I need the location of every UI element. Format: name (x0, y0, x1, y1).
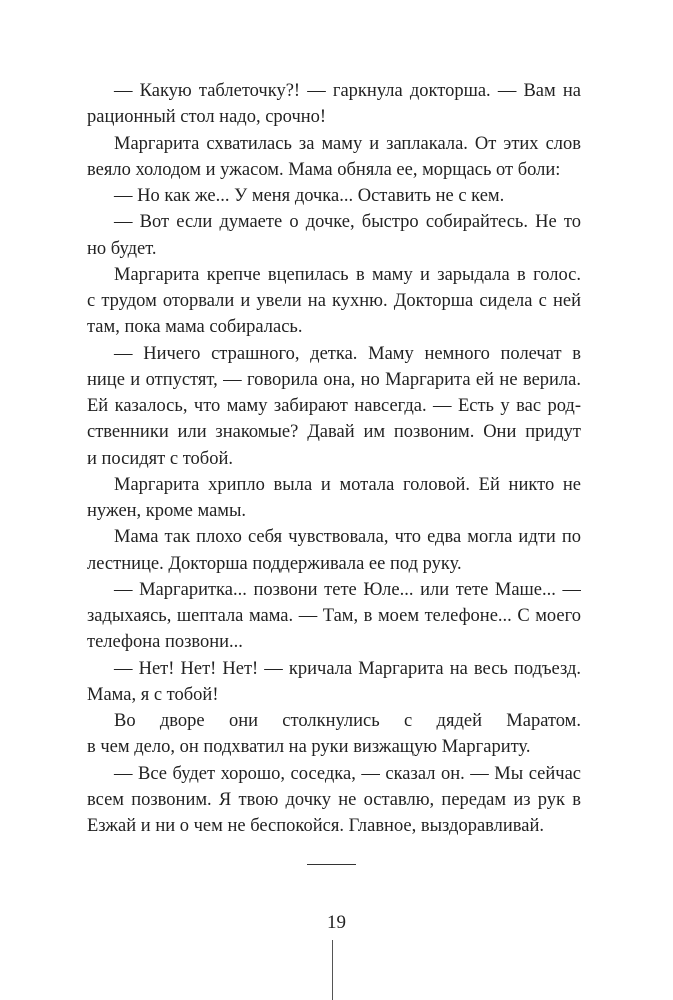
text-line: — Но как же... У меня дочка... Оставить не с кем. (114, 186, 505, 206)
text-line: — Маргаритка... позвони тете Юле... или тете Маше... — (114, 579, 581, 600)
text-line: Езжай и ни о чем не беспокойся. Главное, выздоравливай. (87, 816, 545, 836)
text-line: — Ничего страшного, детка. Маму немного полечат в (114, 343, 581, 364)
text-line: лестнице. Докторша поддерживала ее под руку. (87, 553, 462, 574)
text-line: рационный стол надо, срочно! (87, 107, 327, 128)
text-line: — Все будет хорошо, соседка, — сказал он. — Мы сейчас (114, 763, 581, 784)
section-divider (307, 864, 356, 865)
text-line: — Какую таблеточку?! — гаркнула докторша. — Вам на (114, 81, 581, 101)
body-text (87, 78, 581, 839)
text-line: нужен, кроме мамы. (87, 501, 247, 521)
text-line: Маргарита схватилась за маму и заплакала. От этих слов (114, 133, 581, 154)
decorative-vertical-line (332, 940, 333, 1000)
text-line: ственники или знакомые? Давай им позвоним. Они придут (87, 422, 581, 443)
text-line: и посидят с тобой. (87, 448, 233, 469)
text-line: веяло холодом и ужасом. Мама обняла ее, морщась от боли: (87, 159, 561, 180)
text-line: Маргарита крепче вцепилась в маму и зарыдала в голос. (114, 264, 581, 285)
text-line: Мама так плохо себя чувствовала, что едва могла идти по (114, 527, 581, 548)
text-line: всем позвоним. Я твою дочку не оставлю, передам из рук в (87, 789, 581, 810)
text-line: с трудом оторвали и увели на кухню. Докторша сидела с ней (87, 291, 581, 311)
text-line: но будет. (87, 238, 157, 259)
page-number: 19 (327, 912, 346, 933)
text-line: нице и отпустят, — говорила она, но Маргарита ей не верила. (87, 369, 581, 390)
text-line: — Вот если думаете о дочке, быстро собирайтесь. Не то (114, 212, 581, 233)
text-line: задыхаясь, шептала мама. — Там, в моем телефоне... С моего (87, 606, 581, 626)
text-line: Ей казалось, что маму забирают навсегда. — Есть у вас род- (87, 396, 581, 416)
text-line: в чем дело, он подхватил на руки визжащую Маргариту. (87, 737, 531, 758)
text-line: там, пока мама собиралась. (87, 317, 303, 338)
text-line: — Нет! Нет! Нет! — кричала Маргарита на весь подъезд. (114, 658, 581, 679)
text-line: Мама, я с тобой! (87, 684, 219, 705)
text-line: Во дворе они столкнулись с дядей Маратом. (114, 711, 581, 731)
text-line: Маргарита хрипло выла и мотала головой. Ей никто не (114, 474, 581, 495)
text-line: телефона позвони... (87, 632, 243, 653)
